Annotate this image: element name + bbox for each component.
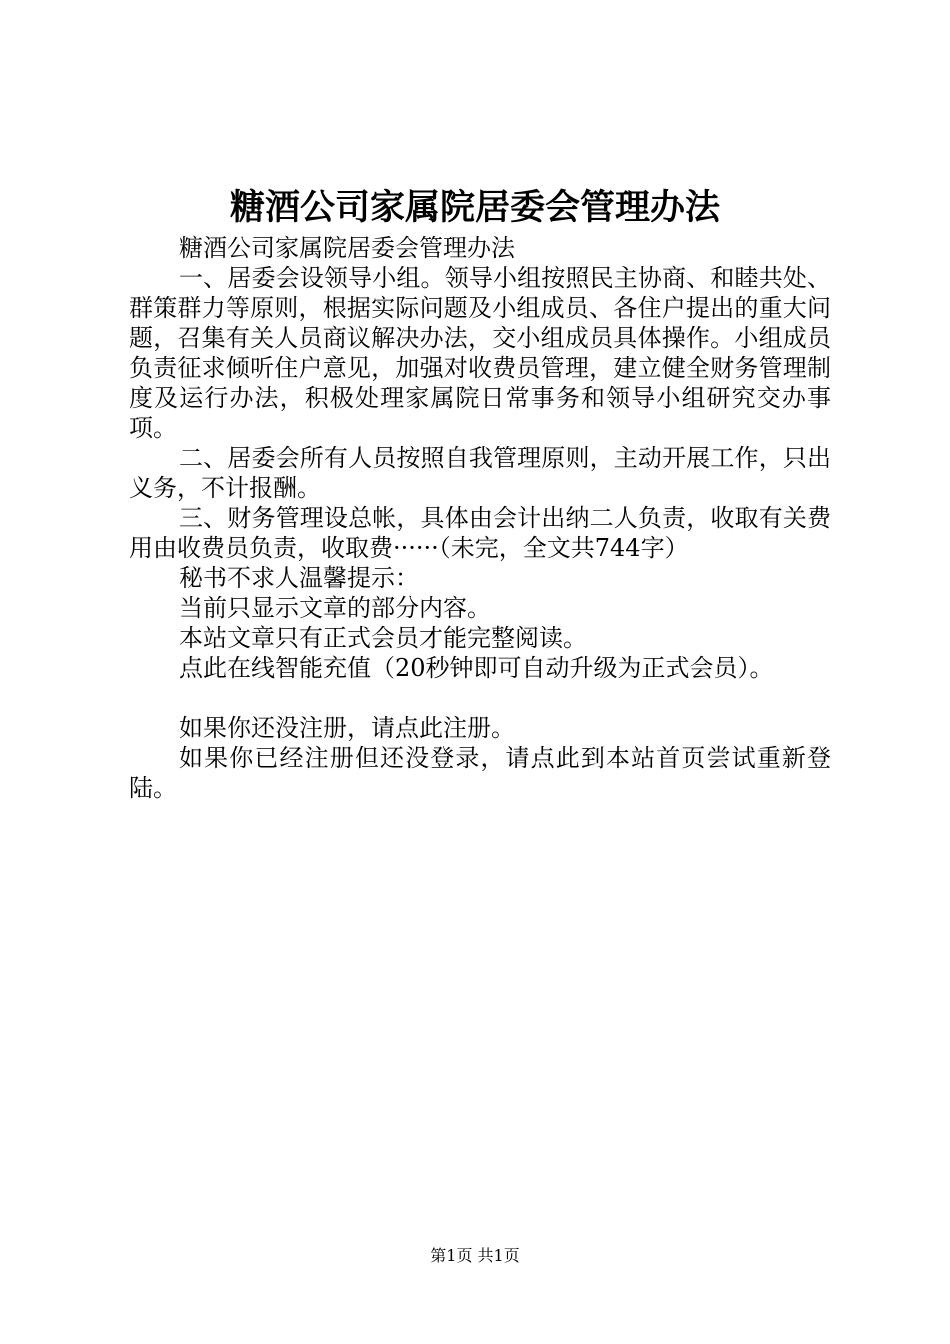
paragraph-subtitle: 糖酒公司家属院居委会管理办法 — [179, 234, 515, 262]
recharge-link[interactable]: 点此在线智能充值（20秒钟即可自动升级为正式会员）。 — [179, 654, 774, 682]
paragraph-article-3: 三、财务管理设总帐，具体由会计出纳二人负责，收取有关费用由收费员负责，收取费······（未完，全文共744字） — [129, 504, 831, 562]
notice-line-1: 当前只显示文章的部分内容。 — [179, 594, 491, 622]
paragraph-article-2: 二、居委会所有人员按照自我管理原则，主动开展工作，只出义务，不计报酬。 — [129, 444, 831, 502]
document-body — [129, 233, 831, 803]
login-link[interactable]: 如果你已经注册但还没登录，请点此到本站首页尝试重新登陆。 — [129, 744, 831, 802]
paragraph-article-1: 一、居委会设领导小组。领导小组按照民主协商、和睦共处、群策群力等原则，根据实际问题及小组成员、各住户提出的重大问题，召集有关人员商议解决办法，交小组成员具体操作。小组成员负责征求倾听住户意见，加强对收费员管理，建立健全财务管理制度及运行办法，积极处理家属院日常事务和领导小组研究交办事项。 — [129, 264, 831, 442]
notice-line-2: 本站文章只有正式会员才能完整阅读。 — [179, 624, 587, 652]
document-title: 糖酒公司家属院居委会管理办法 — [229, 187, 720, 228]
page-number-footer: 第1页 共1页 — [430, 1246, 520, 1265]
register-link[interactable]: 如果你还没注册，请点此注册。 — [179, 714, 515, 742]
blank-line — [129, 683, 831, 713]
notice-heading: 秘书不求人温馨提示： — [179, 564, 419, 592]
